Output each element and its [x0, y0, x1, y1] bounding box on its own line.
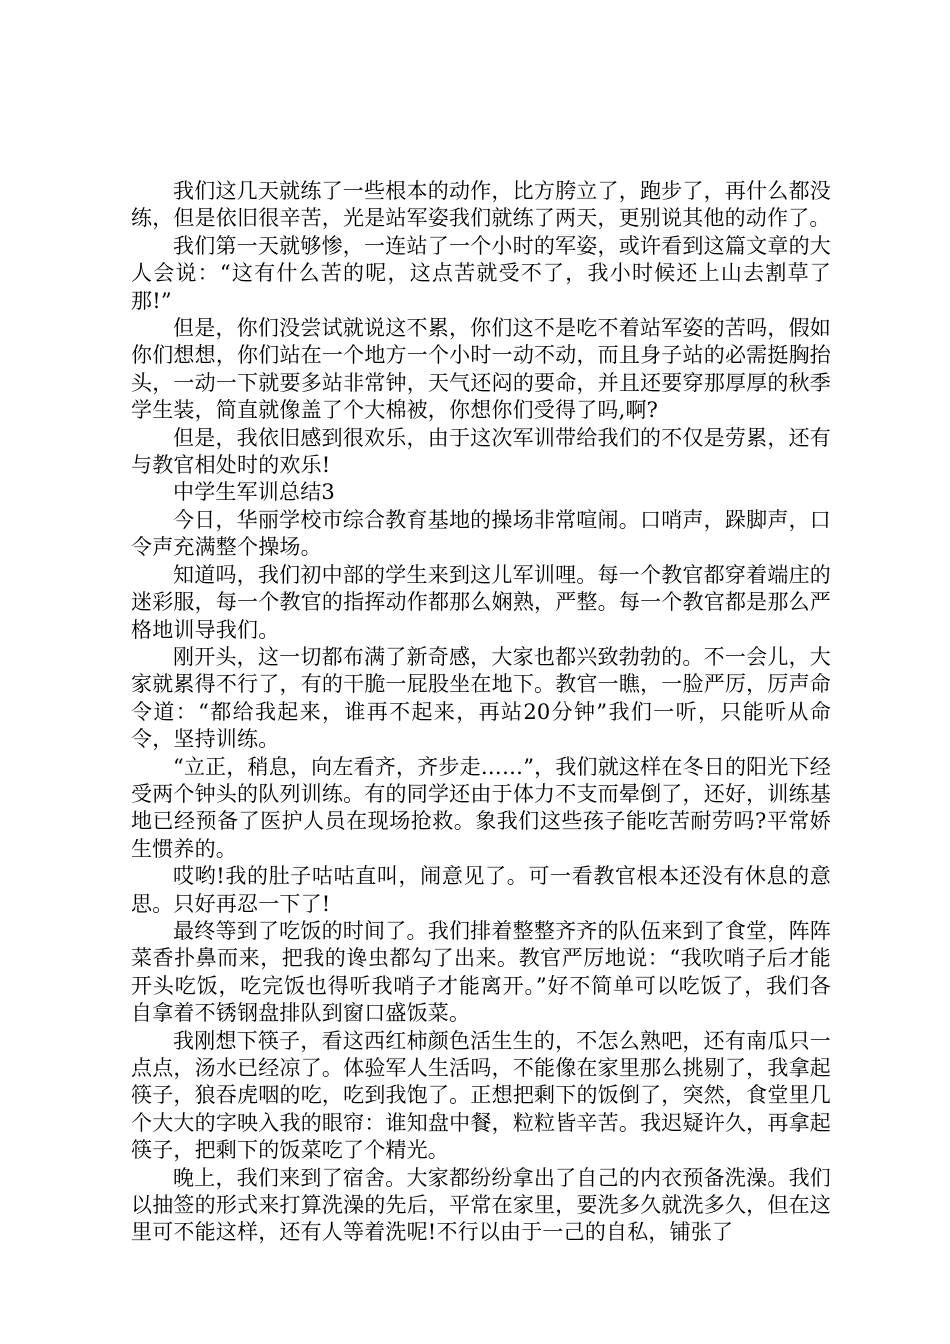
document-body [131, 178, 831, 1247]
paragraph: 我刚想下筷子，看这西红柿颜色活生生的，不怎么熟吧，还有南瓜只一点点，汤水已经凉了。体验军人生活吗，不能像在家里那么挑剔了，我拿起筷子，狼吞虎咽的吃，吃到我饱了。正想把剩下的饭倒了，突然，食堂里几个大大的字映入我的眼帘：谁知盘中餐，粒粒皆辛苦。我迟疑许久，再拿起筷子，把剩下的饭菜吃了个精光。 [131, 1028, 831, 1163]
paragraph: 我们这几天就练了一些根本的动作，比方胯立了，跑步了，再什么都没练，但是依旧很辛苦，光是站军姿我们就练了两天，更别说其他的动作了。 [131, 179, 831, 231]
paragraph: 晚上，我们来到了宿舍。大家都纷纷拿出了自己的内衣预备洗澡。我们以抽签的形式来打算洗澡的先后，平常在家里，要洗多久就洗多久，但在这里可不能这样，还有人等着洗呢!不行以由于一己的自私，铺张了 [131, 1165, 831, 1245]
paragraph: 刚开头，这一切都布满了新奇感，大家也都兴致勃勃的。不一会儿，大家就累得不行了，有的干脆一屁股坐在地下。教官一瞧，一脸严厉，厉声命令道：“都给我起来，谁再不起来，再站20分钟”我们一听，只能听从命令，坚持训练。 [131, 644, 831, 752]
paragraph: “立正，稍息，向左看齐，齐步走……”，我们就这样在冬日的阳光下经受两个钟头的队列训练。有的同学还由于体力不支而晕倒了，还好，训练基地已经预备了医护人员在现场抢救。象我们这些孩子能吃苦耐劳吗?平常娇生惯养的。 [131, 754, 831, 861]
paragraph: 我们第一天就够惨，一连站了一个小时的军姿，或许看到这篇文章的大人会说：“这有什么苦的呢，这点苦就受不了，我小时候还上山去割草了那!” [131, 233, 831, 313]
paragraph: 但是，我依旧感到很欢乐，由于这次军训带给我们的不仅是劳累，还有与教官相处时的欢乐! [131, 425, 831, 478]
paragraph: 知道吗，我们初中部的学生来到这儿军训哩。每一个教官都穿着端庄的迷彩服，每一个教官的指挥动作都那么娴熟，严整。每一个教官都是那么严格地训导我们。 [131, 562, 831, 642]
paragraph: 今日，华丽学校市综合教育基地的操场非常喧闹。口哨声，跺脚声，口令声充满整个操场。 [131, 507, 831, 560]
section-heading: 中学生军训总结3 [173, 480, 335, 505]
paragraph: 哎哟!我的肚子咕咕直叫，闹意见了。可一看教官根本还没有休息的意思。只好再忍一下了! [131, 864, 831, 916]
paragraph: 但是，你们没尝试就说这不累，你们这不是吃不着站军姿的苦吗，假如你们想想，你们站在一个地方一个小时一动不动，而且身子站的必需挺胸抬头，一动一下就要多站非常钟，天气还闷的要命，并且还要穿那厚厚的秋季学生装，简直就像盖了个大棉被，你想你们受得了吗,啊? [131, 316, 831, 423]
paragraph: 最终等到了吃饭的时间了。我们排着整整齐齐的队伍来到了食堂，阵阵菜香扑鼻而来，把我的谗虫都勾了出来。教官严厉地说：“我吹哨子后才能开头吃饭，吃完饭也得听我哨子才能离开。”好不简单可以吃饭了，我们各自拿着不锈钢盘排队到窗口盛饭菜。 [131, 918, 831, 1026]
